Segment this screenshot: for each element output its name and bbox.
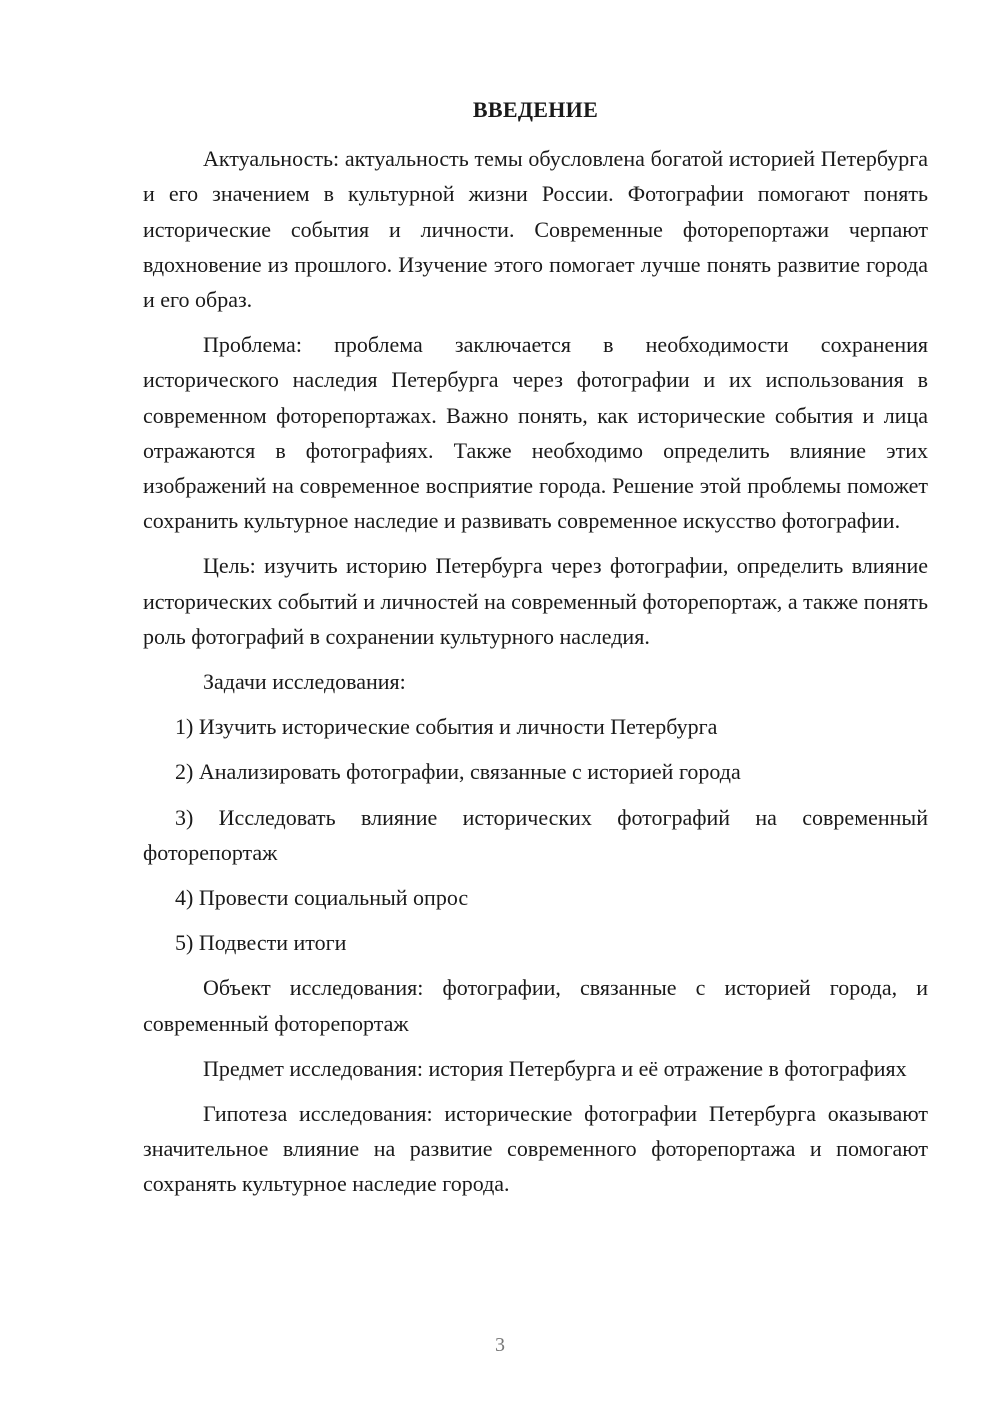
relevance-paragraph: Актуальность: актуальность темы обусловлена богатой историей Петербурга и его значением в культурной жизни России. Фотографии помогают понять исторические события и личности. Современные фоторепортажи черпают вдохновение из прошлого. Изучение этого помогает лучше понять развитие города и его образ. <box>143 146 928 313</box>
page-number: 3 <box>495 1334 505 1356</box>
tasks-heading: Задачи исследования: <box>203 669 406 695</box>
tasks-list <box>143 709 928 960</box>
subject-paragraph: Предмет исследования: история Петербурга и её отражение в фотографиях <box>203 1055 907 1081</box>
task-item: 3) Исследовать влияние исторических фотографий на современный фоторепортаж <box>143 804 928 865</box>
task-item: 5) Подвести итоги <box>175 930 347 956</box>
task-item: 2) Анализировать фотографии, связанные с историей города <box>175 759 741 785</box>
document-page <box>143 92 928 1212</box>
object-paragraph: Объект исследования: фотографии, связанные с историей города, и современный фоторепортаж <box>143 975 928 1036</box>
problem-paragraph: Проблема: проблема заключается в необходимости сохранения исторического наследия Петербурга через фотографии и их использования в современном фоторепортажах. Важно понять, как исторические события и лица отражаются в фотографиях. Также необходимо определить влияние этих изображений на современное восприятие города. Решение этой проблемы поможет сохранить культурное наследие и развивать современное искусство фотографии. <box>143 332 928 534</box>
task-item: 4) Провести социальный опрос <box>175 885 469 911</box>
section-title: ВВЕДЕНИЕ <box>472 97 599 122</box>
task-item: 1) Изучить исторические события и личности Петербурга <box>175 714 718 740</box>
goal-paragraph: Цель: изучить историю Петербурга через фотографии, определить влияние исторических событий и личностей на современный фоторепортаж, а также понять роль фотографий в сохранении культурного наследия. <box>143 553 928 649</box>
hypothesis-paragraph: Гипотеза исследования: исторические фотографии Петербурга оказывают значительное влияние на развитие современного фоторепортажа и помогают сохранять культурное наследие города. <box>143 1101 928 1197</box>
